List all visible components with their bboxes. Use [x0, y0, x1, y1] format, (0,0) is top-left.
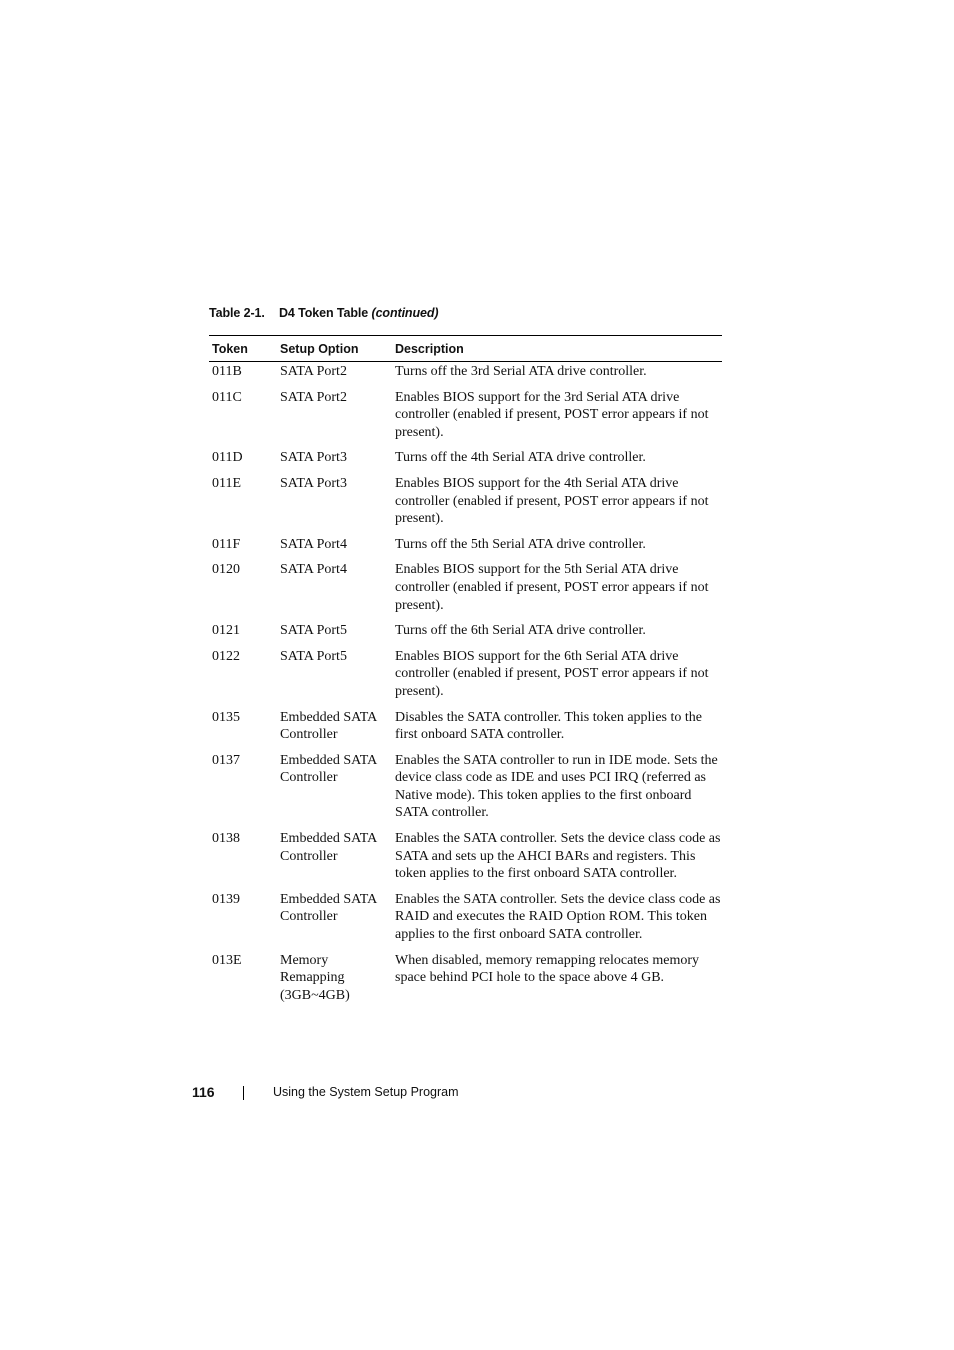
token-cell: 0135 — [212, 709, 240, 725]
description-cell: Enables BIOS support for the 3rd Serial ATA drive controller (enabled if present, POST error appears if not present). — [395, 389, 709, 440]
header-token: Token — [212, 341, 248, 356]
table-row — [209, 830, 722, 891]
page-number: 116 — [192, 1084, 215, 1100]
token-cell: 011F — [212, 536, 241, 552]
description-cell: When disabled, memory remapping relocates memory space behind PCI hole to the space above 4 GB. — [395, 952, 700, 986]
description-cell: Turns off the 4th Serial ATA drive controller. — [395, 450, 646, 466]
setup-option-cell: SATA Port2 — [280, 364, 347, 379]
token-cell: 011D — [212, 450, 243, 466]
token-cell: 011C — [212, 389, 242, 405]
chapter-title: Using the System Setup Program — [273, 1085, 459, 1099]
table-body — [209, 362, 722, 1012]
description-cell: Enables BIOS support for the 5th Serial ATA drive controller (enabled if present, POST error appears if not present). — [395, 562, 709, 613]
setup-option-cell: SATA Port3 — [280, 450, 347, 466]
token-cell: 0139 — [212, 891, 240, 907]
header-setup-option: Setup Option — [280, 341, 359, 356]
table-continued-label: (continued) — [371, 306, 439, 320]
description-cell: Enables BIOS support for the 4th Serial ATA drive controller (enabled if present, POST error appears if not present). — [395, 475, 709, 527]
token-cell: 0120 — [212, 562, 240, 578]
description-cell: Enables the SATA controller. Sets the device class code as SATA and sets up the AHCI BARs and registers. This token applies to the first onboard SATA controller. — [395, 831, 721, 882]
setup-option-cell: Embedded SATA Controller — [280, 831, 377, 864]
token-cell: 013E — [212, 952, 242, 968]
table-row — [209, 362, 722, 389]
setup-option-cell: Embedded SATA Controller — [280, 709, 377, 743]
setup-option-cell: SATA Port5 — [280, 648, 347, 664]
table-caption — [209, 306, 438, 320]
table-number: Table 2-1. — [209, 306, 265, 320]
token-cell: 0137 — [212, 752, 240, 768]
table-row — [209, 952, 722, 1013]
table-row — [209, 648, 722, 709]
setup-option-cell: SATA Port4 — [280, 562, 347, 578]
setup-option-cell: SATA Port2 — [280, 389, 347, 405]
token-cell: 0121 — [212, 623, 240, 639]
description-cell: Enables the SATA controller to run in IDE mode. Sets the device class code as IDE and uses PCI IRQ (referred as Native mode). This token applies to the first onboard SATA controller. — [395, 752, 718, 821]
table-row — [209, 561, 722, 622]
table-row — [209, 622, 722, 648]
description-cell: Turns off the 6th Serial ATA drive controller. — [395, 623, 646, 639]
table-row — [209, 389, 722, 450]
description-cell: Enables BIOS support for the 6th Serial ATA drive controller (enabled if present, POST error appears if not present). — [395, 648, 709, 699]
table-header-row — [209, 336, 722, 362]
header-description: Description — [395, 341, 464, 356]
setup-option-cell: Embedded SATA Controller — [280, 752, 377, 786]
description-cell: Enables the SATA controller. Sets the device class code as RAID and executes the RAID Option ROM. This token applies to the first onboard SATA controller. — [395, 891, 721, 943]
token-table — [209, 335, 722, 1012]
footer-separator — [243, 1086, 244, 1100]
description-cell: Disables the SATA controller. This token applies to the first onboard SATA controller. — [395, 709, 702, 743]
description-cell: Turns off the 5th Serial ATA drive controller. — [395, 536, 646, 552]
setup-option-cell: SATA Port3 — [280, 475, 347, 491]
description-cell: Turns off the 3rd Serial ATA drive controller. — [395, 364, 647, 379]
token-cell: 011E — [212, 475, 242, 491]
table-row — [209, 475, 722, 536]
table-row — [209, 709, 722, 752]
setup-option-cell: Memory Remapping (3GB~4GB) — [280, 952, 350, 1003]
table-row — [209, 536, 722, 562]
table-title: D4 Token Table — [279, 306, 369, 320]
setup-option-cell: Embedded SATA Controller — [280, 891, 377, 925]
table-row — [209, 891, 722, 952]
table-row — [209, 449, 722, 475]
setup-option-cell: SATA Port4 — [280, 536, 347, 552]
table-row — [209, 752, 722, 830]
token-cell: 0138 — [212, 831, 240, 847]
token-cell: 011B — [212, 364, 242, 379]
setup-option-cell: SATA Port5 — [280, 623, 347, 639]
token-cell: 0122 — [212, 648, 240, 664]
